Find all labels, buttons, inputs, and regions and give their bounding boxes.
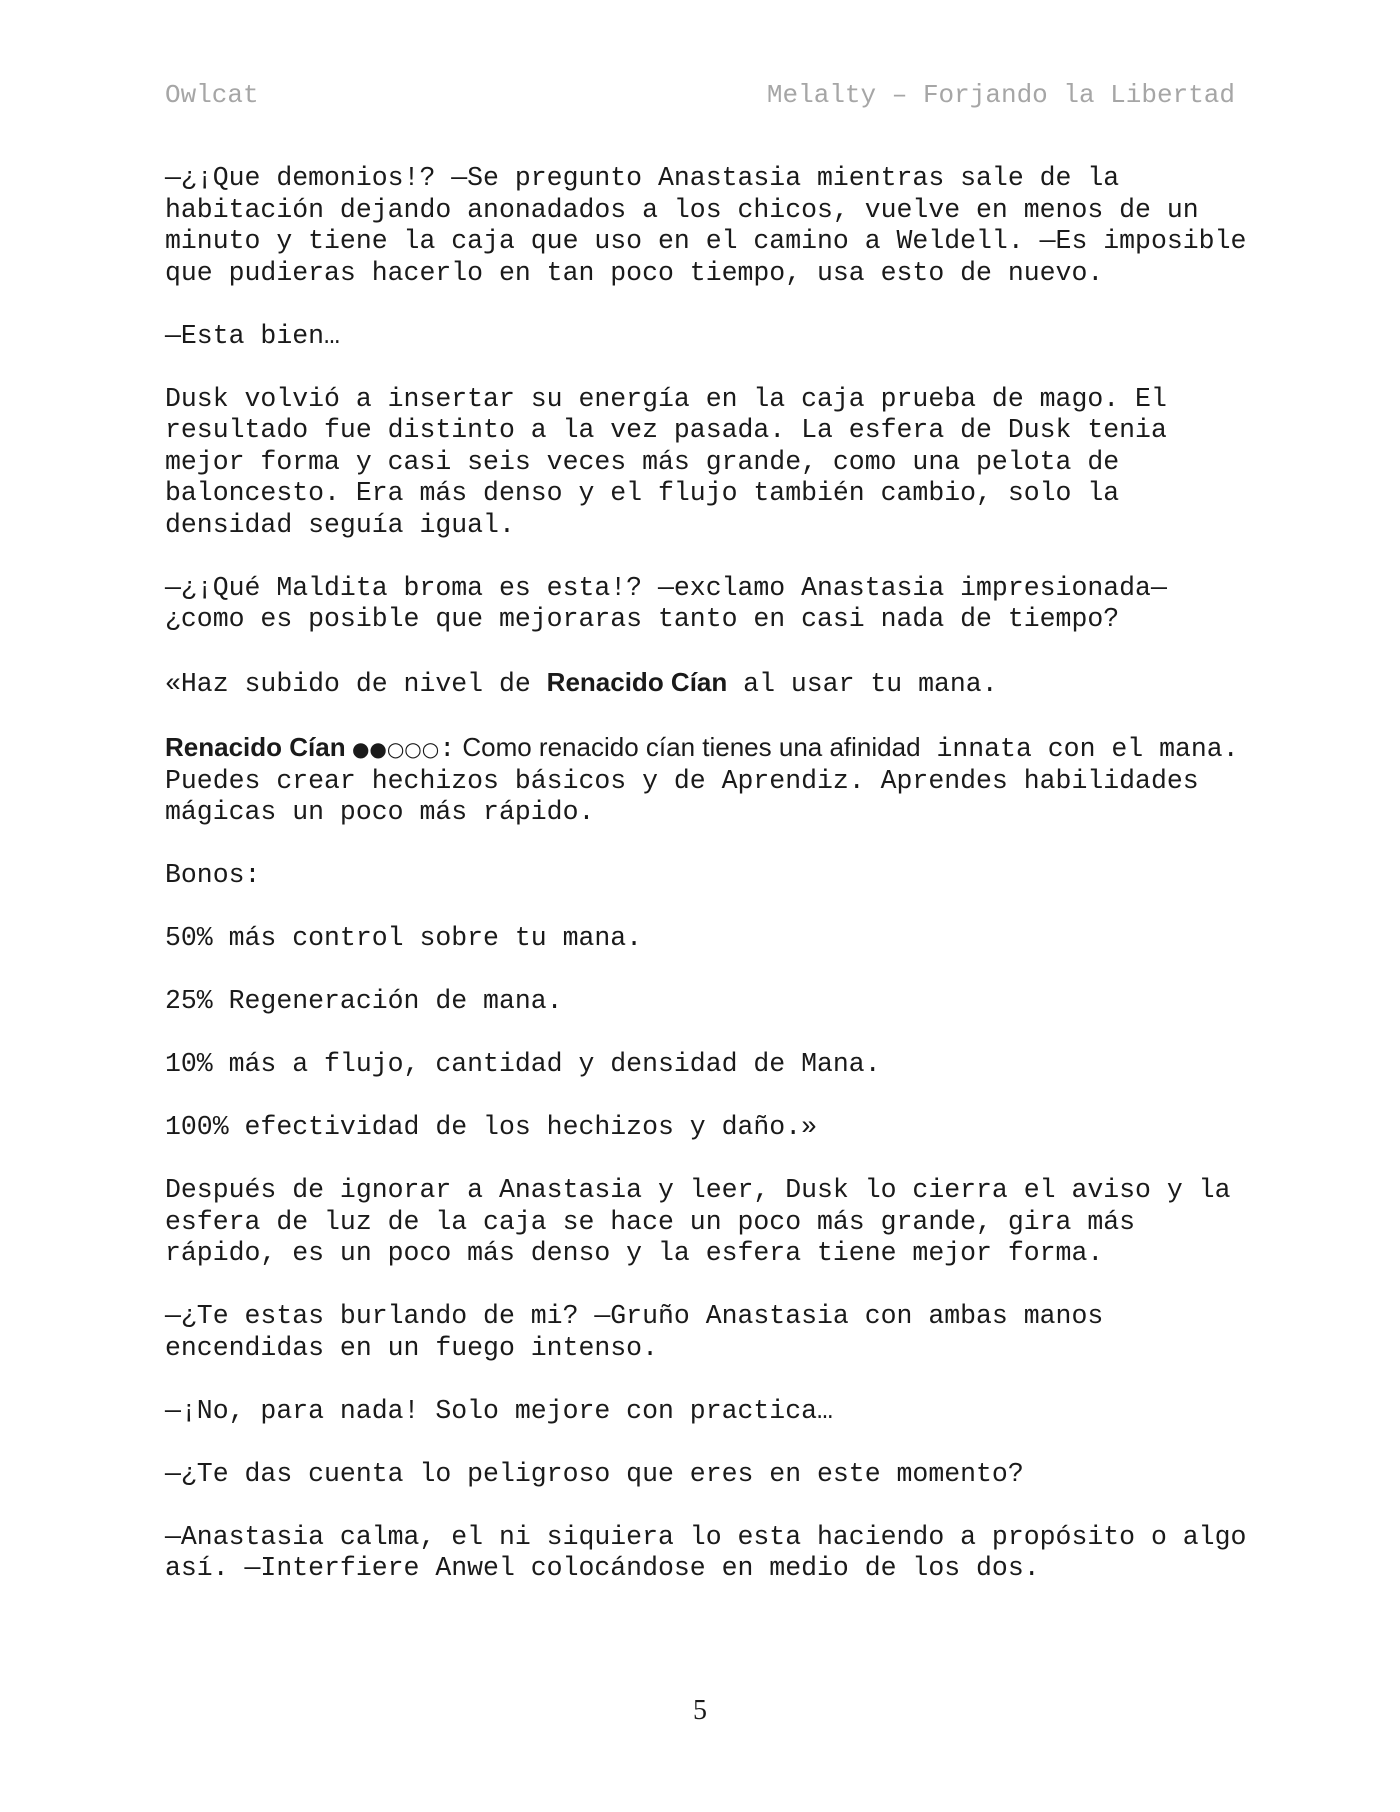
page-header xyxy=(165,80,1235,116)
skill-name: Renacido Cían xyxy=(165,732,346,762)
paragraph: —¿¡Que demonios!? —Se pregunto Anastasia mientras sale de la habitación dejando anonadados a los chicos, vuelve en menos de un minuto y tiene la caja que uso en el camino a Weldell. —Es imposible que pudieras hacerlo en tan poco tiempo, usa esto de nuevo. xyxy=(165,163,1247,288)
bonus-line: 50% más control sobre tu mana. xyxy=(165,923,643,953)
paragraph: —Anastasia calma, el ni siquiera lo esta haciendo a propósito o algo así. —Interfiere Anwel colocándose en medio de los dos. xyxy=(165,1521,1247,1583)
document-body xyxy=(165,163,1255,1616)
skill-description-rest: innata con el mana. Puedes crear hechizos básicos y de Aprendiz. Aprendes habilidades mágicas un poco más rápido. xyxy=(165,734,1239,827)
bonus-line: 25% Regeneración de mana. xyxy=(165,986,563,1016)
skill-description-paragraph xyxy=(165,732,1255,829)
bonus-line: 100% efectividad de los hechizos y daño.» xyxy=(165,1112,818,1142)
paragraph: —¿Te das cuenta lo peligroso que eres en este momento? xyxy=(165,1458,1024,1489)
skill-name: Renacido Cían xyxy=(546,667,728,697)
skill-description-start: Como renacido cían tienes una afinidad xyxy=(455,732,921,762)
bonus-line: 10% más a flujo, cantidad y densidad de Mana. xyxy=(165,1049,881,1079)
notice-text: «Haz subido de nivel de xyxy=(165,669,547,699)
paragraph: Dusk volvió a insertar su energía en la caja prueba de mago. El resultado fue distinto a la vez pasada. La esfera de Dusk tenia mejor forma y casi seis veces más grande, como una pelota de baloncesto. Era más denso y el flujo también cambio, solo la densidad seguía igual. xyxy=(165,383,1167,540)
notice-text: al usar tu mana. xyxy=(727,669,998,699)
header-book-title: Melalty – Forjando la Libertad xyxy=(766,80,1235,110)
skill-level-dots: ●●○○○ xyxy=(345,737,440,761)
paragraph: —Esta bien… xyxy=(165,320,340,351)
system-notice-paragraph xyxy=(165,667,1255,701)
colon: : xyxy=(439,734,456,764)
paragraph: —¡No, para nada! Solo mejore con practica… xyxy=(165,1395,833,1426)
paragraph: —¿Te estas burlando de mi? —Gruño Anastasia con ambas manos encendidas en un fuego intenso. xyxy=(165,1301,1104,1363)
paragraph: —¿¡Qué Maldita broma es esta!? —exclamo Anastasia impresionada— ¿como es posible que mejoraras tanto en casi nada de tiempo? xyxy=(165,572,1167,634)
page-number: 5 xyxy=(693,1695,707,1726)
paragraph: Bonos: xyxy=(165,860,261,890)
header-author: Owlcat xyxy=(165,80,259,110)
paragraph: Después de ignorar a Anastasia y leer, Dusk lo cierra el aviso y la esfera de luz de la caja se hace un poco más grande, gira más rápido, es un poco más denso y la esfera tiene mejor forma. xyxy=(165,1175,1231,1268)
